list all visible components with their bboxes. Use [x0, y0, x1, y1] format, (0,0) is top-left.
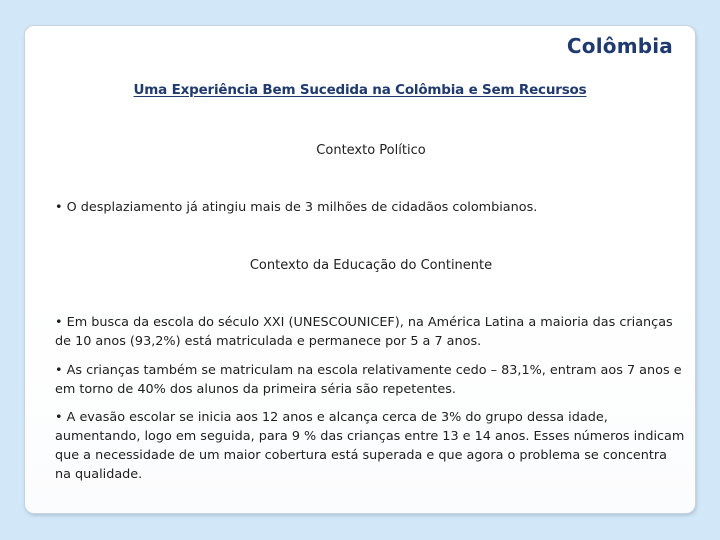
slide-subtitle: Uma Experiência Bem Sucedida na Colômbia e Sem Recursos — [133, 82, 587, 98]
paragraph-politico: • O desplaziamento já atingiu mais de 3 milhões de cidadãos colombianos. — [55, 200, 538, 215]
section-heading-educacao: Contexto da Educação do Continente — [249, 258, 493, 273]
paragraph-educacao-1: • Em busca da escola do século XXI (UNESCOUNICEF), na América Latina a maioria das crianças de 10 anos (93,2%) está matriculada e permanece por 5 a 7 anos. — [55, 315, 673, 349]
paragraph-educacao-2: • As crianças também se matriculam na escola relativamente cedo – 83,1%, entram aos 7 anos e em torno de 40% dos alunos da primeira séria são repetentes. — [55, 363, 682, 397]
section-heading-politico: Contexto Político — [316, 143, 426, 158]
slide-card — [25, 26, 695, 513]
paragraph-educacao-3: • A evasão escolar se inicia aos 12 anos e alcança cerca de 3% do grupo dessa idade, aumentando, logo em seguida, para 9 % das crianças entre 13 e 14 anos. Esses números indicam que a necessidade de um maior cobertura está superada e que agora o problema se concentra na qualidade. — [55, 410, 685, 482]
slide-title: Colômbia — [566, 34, 673, 58]
